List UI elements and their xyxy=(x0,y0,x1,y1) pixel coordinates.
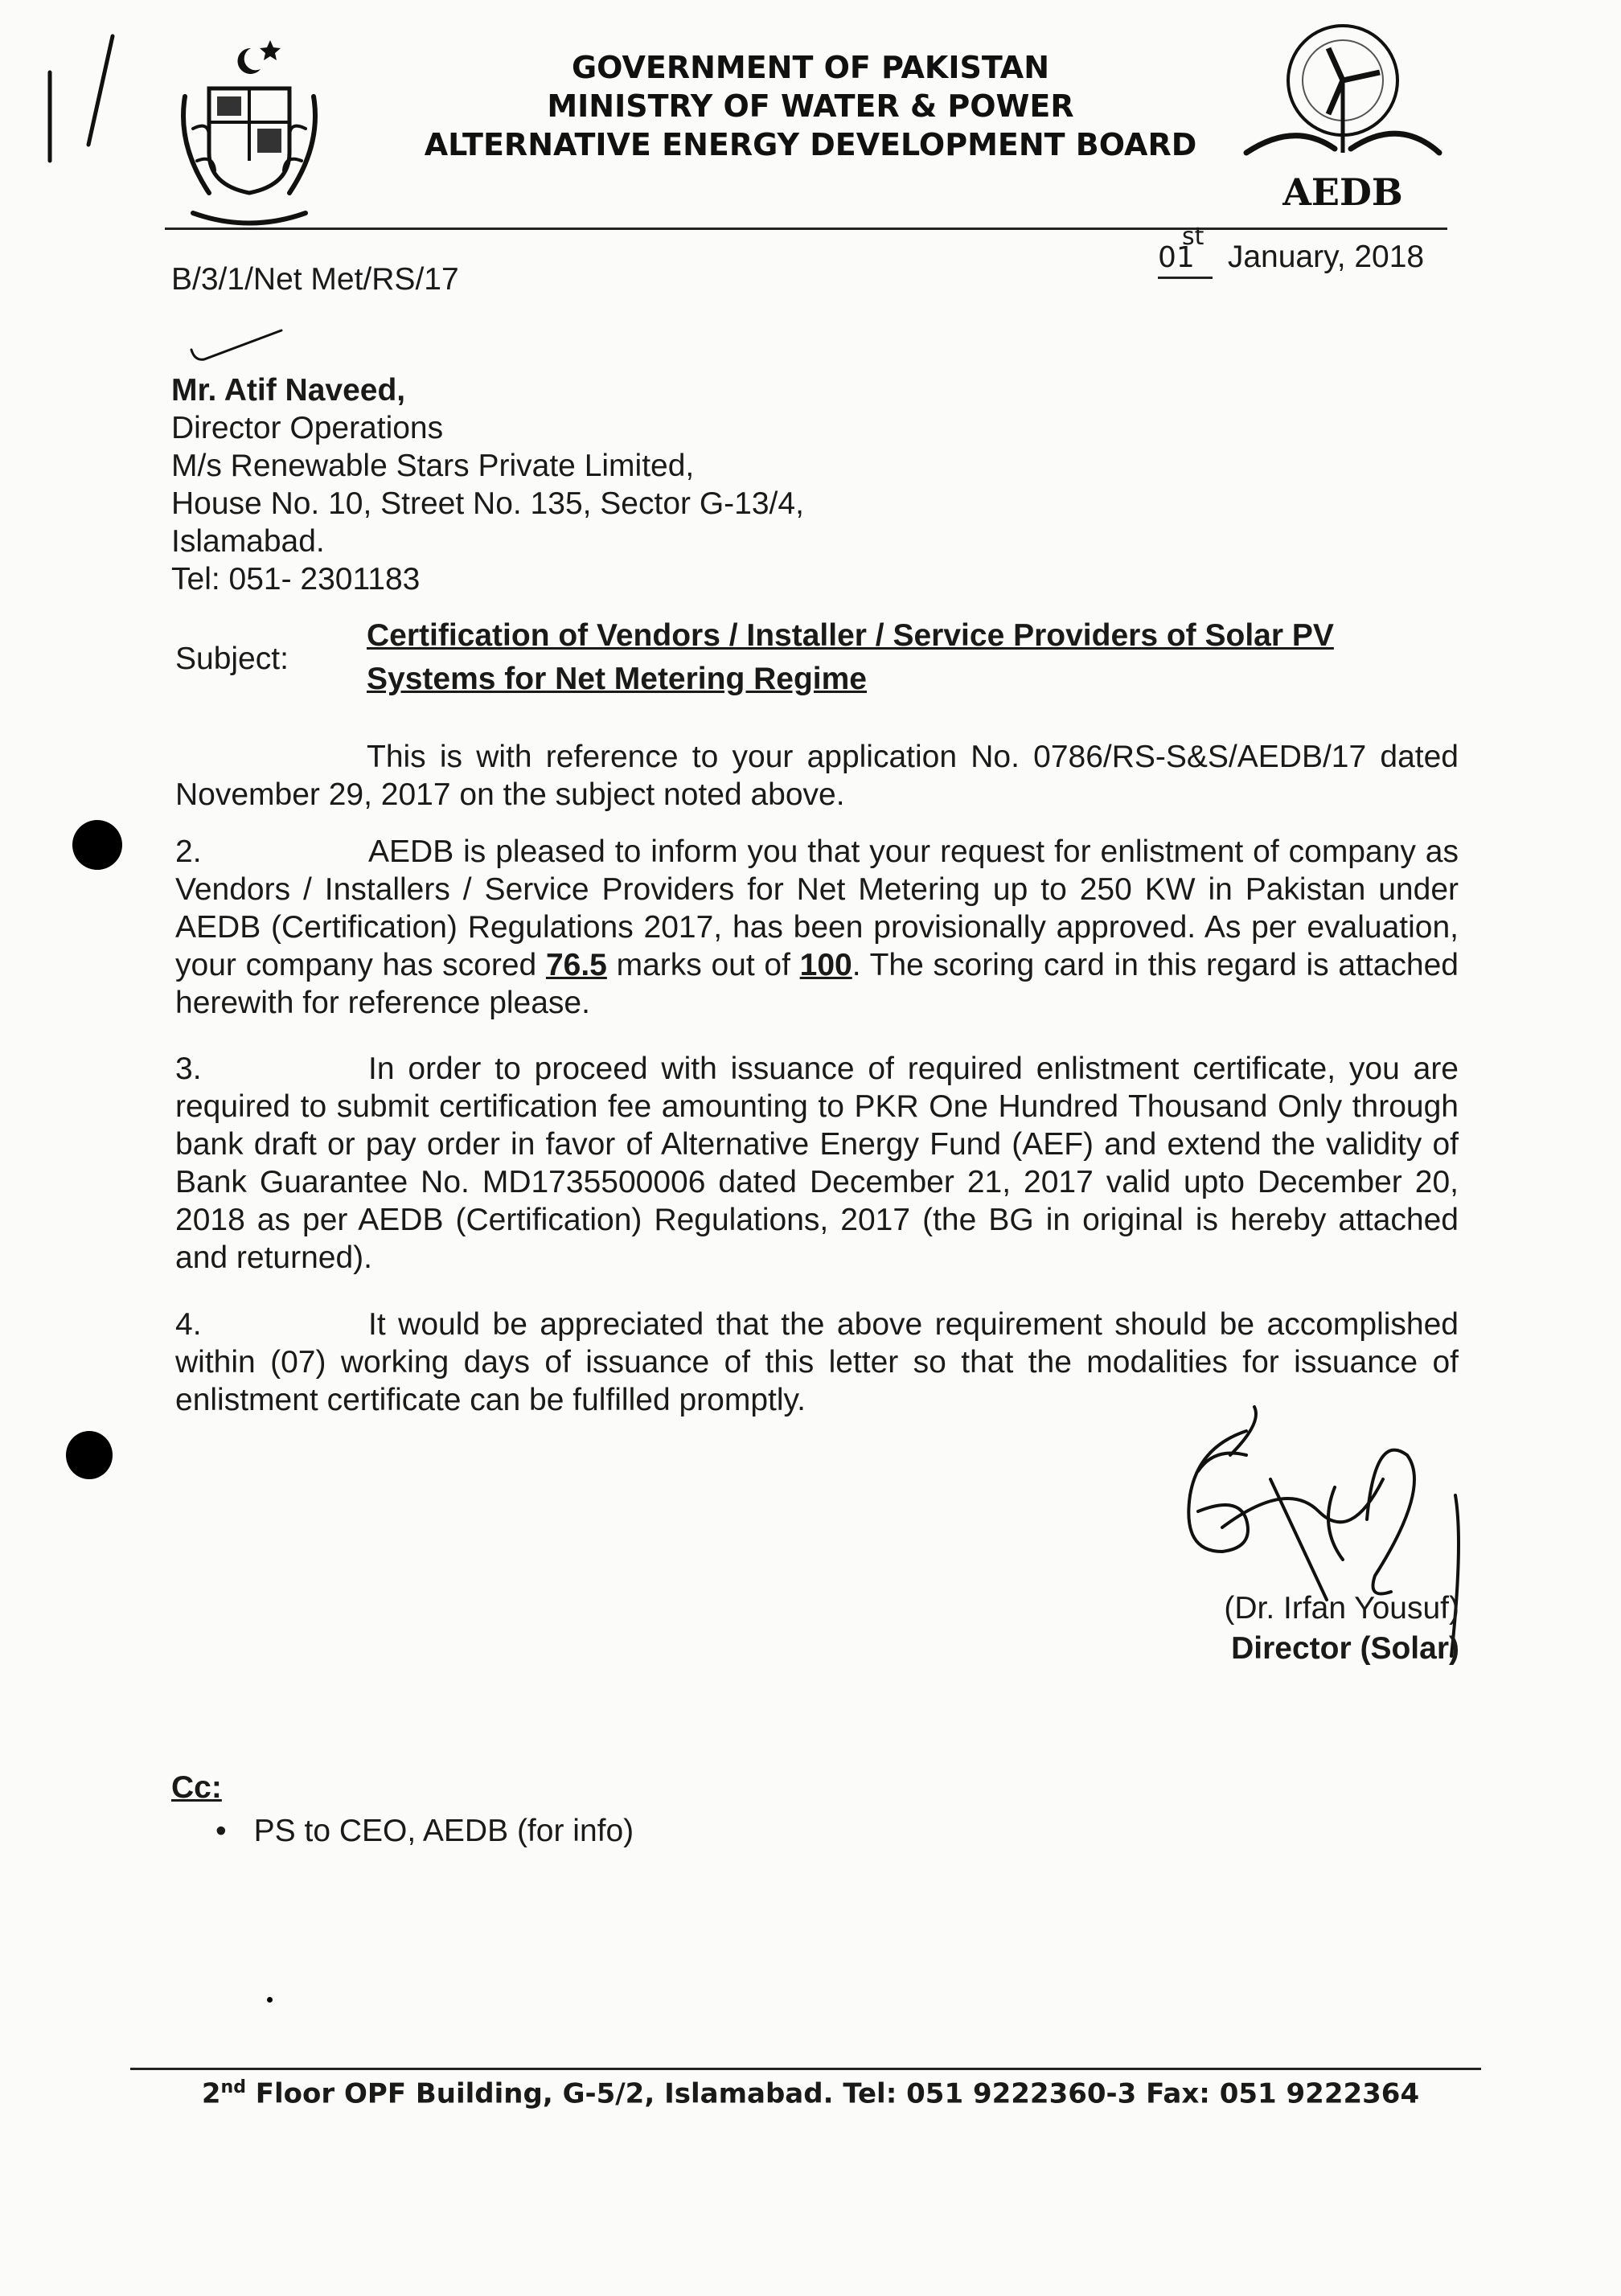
footer-address: 2nd Floor OPF Building, G-5/2, Islamabad. Tel: 051 9222360-3 Fax: 051 9222364 xyxy=(201,2077,1420,2110)
letterhead-government: GOVERNMENT OF PAKISTAN xyxy=(571,50,1050,85)
footer-superscript: nd xyxy=(220,2077,246,2097)
signatory-title: Director (Solar) xyxy=(1231,1631,1459,1666)
date-month-year: January, 2018 xyxy=(1227,240,1425,274)
subject-line-1: Certification of Vendors / Installer / Service Providers of Solar PV xyxy=(367,618,1334,653)
reference-number: B/3/1/Net Met/RS/17 xyxy=(171,262,459,297)
cc-list xyxy=(215,1812,634,1850)
cc-item: • PS to CEO, AEDB (for info) xyxy=(215,1814,634,1848)
score-total: 100 xyxy=(799,948,852,982)
letterhead-ministry: MINISTRY OF WATER & POWER xyxy=(547,88,1074,124)
date-day: 01 st xyxy=(1158,239,1213,279)
letterhead-board: ALTERNATIVE ENERGY DEVELOPMENT BOARD xyxy=(424,127,1197,162)
handwritten-tick xyxy=(185,326,289,366)
letter-date xyxy=(1158,223,1425,279)
letterhead-rule xyxy=(165,228,1447,230)
paragraph-2: 2. AEDB is pleased to inform you that your request for enlistment of company as Vendors / Installers / Service Providers for Net Metering up to 250 KW in Pakistan under AEDB (Certification) Regulations 2017, has been provisionally approved. As per evaluation, your company has scored 76.5 marks out of 100. The scoring card in this regard is attached herewith for reference please. xyxy=(175,834,1459,1020)
paragraph-3: 3. In order to proceed with issuance of required enlistment certificate, you are required to submit certification fee amounting to PKR One Hundred Thousand Only through bank draft or pay order in favor of Alternative Energy Fund (AEF) and extend the validity of Bank Guarantee No. MD1735500006 dated December 21, 2017 valid upto December 20, 2018 as per AEDB (Certification) Regulations, 2017 (the BG in original is hereby attached and returned). xyxy=(175,1052,1459,1275)
score-value: 76.5 xyxy=(545,948,607,982)
recipient-line: Islamabad. xyxy=(171,524,325,559)
recipient-line: M/s Renewable Stars Private Limited, xyxy=(171,449,695,483)
date-day-suffix: st xyxy=(1182,223,1204,251)
subject-line-2: Systems for Net Metering Regime xyxy=(367,662,868,696)
footer-rule xyxy=(130,2068,1481,2070)
paragraph-1: This is with reference to your application No. 0786/RS-S&S/AEDB/17 dated November 29, 2017 on the subject noted above. xyxy=(175,740,1459,812)
stray-mark xyxy=(267,1997,273,2003)
aedb-logo xyxy=(1230,16,1447,209)
subject-label: Subject: xyxy=(175,642,289,676)
subject-text xyxy=(367,614,1460,701)
paragraph-2-number: 2. xyxy=(175,834,202,869)
aedb-logo-text: AEDB xyxy=(1282,170,1403,209)
recipient-line: Director Operations xyxy=(171,411,444,445)
recipient-block xyxy=(171,371,804,598)
recipient-line: House No. 10, Street No. 135, Sector G-13/4, xyxy=(171,486,804,521)
recipient-name: Mr. Atif Naveed, xyxy=(171,373,406,408)
cc-label: Cc: xyxy=(171,1770,222,1805)
punch-hole-bottom xyxy=(66,1431,113,1479)
punch-hole-top xyxy=(72,820,122,870)
bullet-icon: • xyxy=(215,1814,227,1848)
paragraph-4: 4. It would be appreciated that the above requirement should be accomplished within (07) working days of issuance of this letter so that the modalities for issuance of enlistment certificate can be fulfilled promptly. xyxy=(175,1307,1459,1417)
paragraph-3-number: 3. xyxy=(175,1052,202,1086)
signatory-name: (Dr. Irfan Yousuf) xyxy=(1224,1591,1459,1626)
paragraph-4-number: 4. xyxy=(175,1307,202,1342)
recipient-line: Tel: 051- 2301183 xyxy=(171,562,421,597)
signatory-block xyxy=(1045,1589,1459,1669)
